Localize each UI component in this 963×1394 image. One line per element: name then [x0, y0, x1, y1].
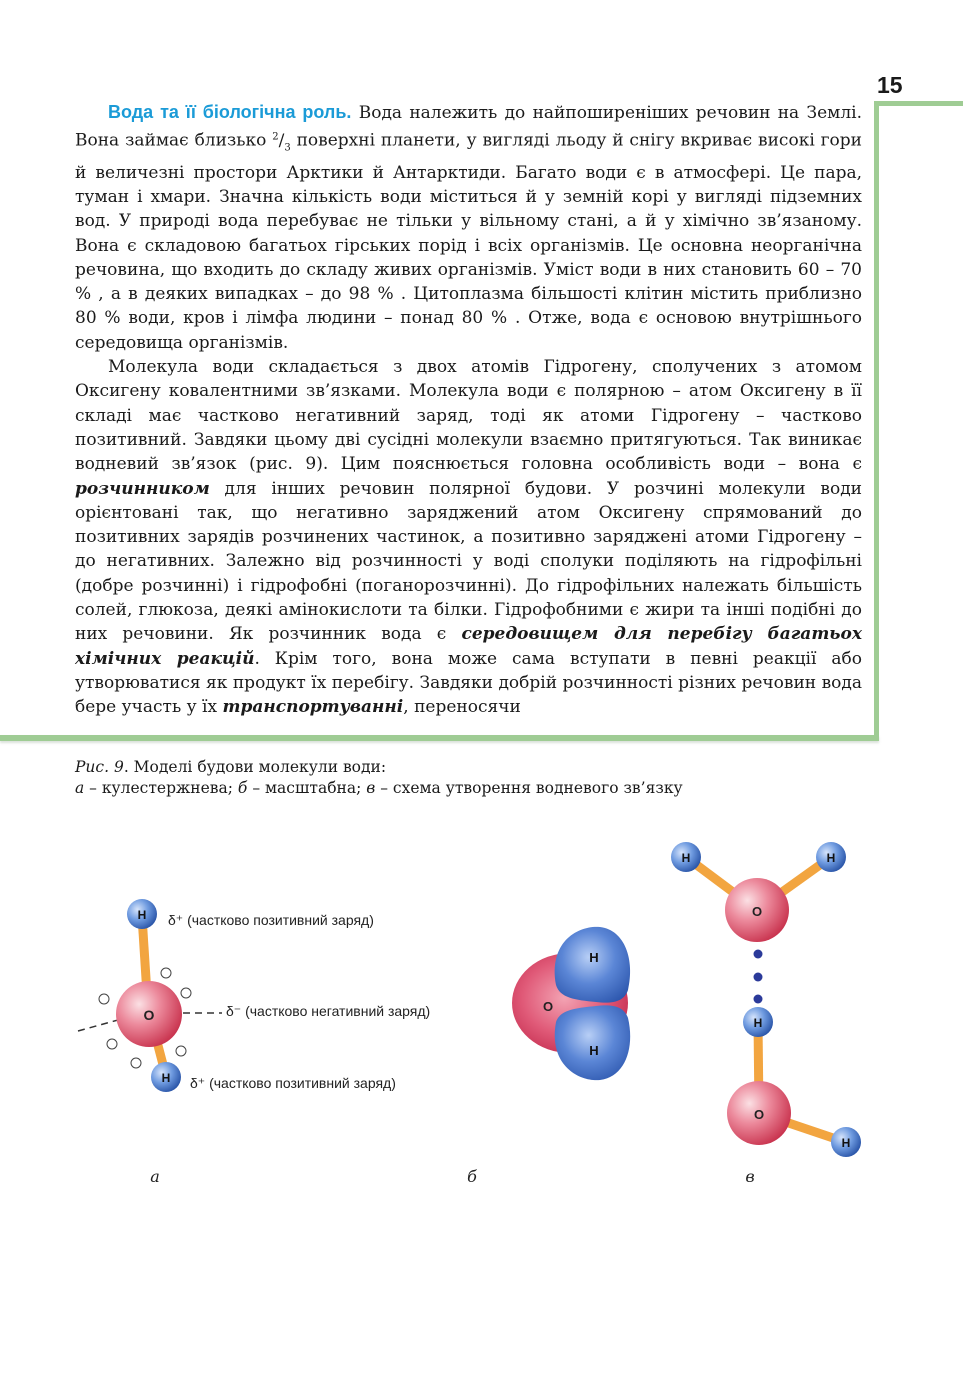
- hydrogen-label: H: [161, 1071, 171, 1085]
- delta-plus-label-bottom: δ⁺ (частково позитивний заряд): [190, 1075, 396, 1091]
- electron-dot: [161, 968, 171, 978]
- electron-dot: [131, 1058, 141, 1068]
- hydrogen-bond-dot: [754, 995, 763, 1004]
- model-hydrogen-bond: [671, 842, 861, 1186]
- hydrogen-label: H: [137, 908, 147, 922]
- hydrogen-bond-dot: [754, 950, 763, 959]
- delta-plus-label-top: δ⁺ (частково позитивний заряд): [168, 912, 374, 928]
- paragraph-water-role: [75, 100, 862, 355]
- p2-text-b: для інших речовин полярної будови. У розчині молекули води орієнтовані так, що негативно заряджений атом Оксигену спрямований до позитивних зарядів розчинених частинок, а позитивно заряджені атоми Гідрогену – до негативних. Залежно від розчинності у воді сполуки поділяють на гідрофільні (добре розчинні) і гідрофобні (поганорозчинні). До гідрофільних належать більшість солей, глюкоза, деякі амінокислоти та білки. Гідрофобними є жири та інші подібні до них речовини. Як розчинник вода є: [75, 478, 862, 645]
- oxygen-label: O: [542, 999, 554, 1014]
- hydrogen-bond-dot: [754, 973, 763, 982]
- hydrogen-label: H: [589, 950, 599, 965]
- model-ball-and-stick: [78, 899, 430, 1186]
- frame-top-border: [876, 101, 963, 106]
- delta-minus-label: δ⁻ (частково негативний заряд): [226, 1003, 431, 1019]
- term-transport: транспортуванні: [222, 697, 404, 718]
- caption-c-letter: в: [366, 779, 376, 797]
- panel-c-label: в: [745, 1167, 755, 1186]
- panel-a-label: а: [150, 1167, 160, 1186]
- frame-right-border: [874, 101, 879, 741]
- hydrogen-label: H: [753, 1016, 763, 1030]
- oxygen-label: O: [753, 1107, 765, 1122]
- hydrogen-label: H: [589, 1043, 599, 1058]
- hydrogen-label: H: [841, 1136, 851, 1150]
- section-heading: Вода та її біологічна роль.: [108, 102, 352, 122]
- electron-dot: [107, 1039, 117, 1049]
- hydrogen-label: H: [826, 851, 836, 865]
- fraction-two-thirds: [272, 130, 291, 154]
- p1-text-a: Вода належить до найпоширеніших речовин на Землі. Вона займає близько: [75, 103, 862, 151]
- caption-a-letter: а: [75, 779, 85, 797]
- fraction-numerator: 2: [272, 131, 279, 143]
- page-number: 15: [877, 72, 903, 98]
- oxygen-label: O: [751, 904, 763, 919]
- model-space-filling: [467, 927, 630, 1186]
- fraction-slash: /: [278, 130, 285, 151]
- body-text: [75, 100, 862, 719]
- caption-title: . Моделі будови молекули води:: [123, 758, 387, 776]
- caption-line-2: [75, 778, 875, 799]
- frame-bottom-border: [0, 735, 879, 741]
- water-molecule-figure: [0, 820, 963, 1200]
- hydrogen-label: H: [681, 851, 691, 865]
- electron-dot: [99, 994, 109, 1004]
- caption-line-1: [75, 757, 875, 778]
- dipole-line-left: [78, 1020, 118, 1031]
- paragraph-molecule: [75, 355, 862, 719]
- caption-b-letter: б: [237, 779, 248, 797]
- caption-fig-label: Рис. 9: [75, 758, 124, 776]
- electron-dot: [181, 988, 191, 998]
- oxygen-label: O: [143, 1007, 155, 1023]
- fraction-denominator: 3: [284, 142, 291, 154]
- p2-text-a: Молекула води складається з двох атомів Гідрогену, сполучених з атомом Оксигену ковалентними зв’язками. Молекула води є полярною – атом Оксигену в її складі має частково негативний заряд, тоді як атоми Гідрогену – частково позитивний. Завдяки цьому дві сусідні молекули взаємно притягуються. Так виникає водневий зв’язок (рис. 9). Цим пояснюється головна особливість води – вона є: [75, 357, 862, 475]
- p1-text-b: поверхні планети, у вигляді льоду й снігу вкриває високі гори й величезні простори Арктики й Антарктиди. Багато води є в атмосфері. Це пара, туман і хмари. Значна кількість води міститься й у земній корі у вигляді підземних вод. У природі вода перебуває не тільки у вільному стані, а й у хімічно зв’язаному. Вона є складовою багатьох гірських порід і всіх організмів. Це основна неорганічна речовина, що входить до складу живих організмів. Уміст води в них становить 60 – 70 % , а в деяких випадках – до 98 % . Цитоплазма більшості клітин містить приблизно 80 % води, кров і лімфа людини – понад 80 % . Отже, вода є основою внутрішнього середовища організмів.: [75, 130, 862, 353]
- term-reaction-medium: середовищем для перебігу багатьох хімічних реакцій: [75, 624, 862, 669]
- caption-b-text: – масштабна;: [247, 779, 367, 797]
- electron-dot: [176, 1046, 186, 1056]
- p2-text-d: , переносячи: [403, 697, 521, 718]
- caption-c-text: – схема утворення водневого зв’язку: [375, 779, 683, 797]
- p2-text-c: . Крім того, вона може сама вступати в певні реакції або утворюватися як продукт їх перебігу. Завдяки добрій розчинності різних речовин вода бере участь у їх: [75, 648, 862, 718]
- term-solvent: розчинником: [75, 478, 210, 499]
- caption-a-text: – кулестержнева;: [84, 779, 238, 797]
- figure-caption: [75, 757, 875, 799]
- panel-b-label: б: [467, 1167, 477, 1186]
